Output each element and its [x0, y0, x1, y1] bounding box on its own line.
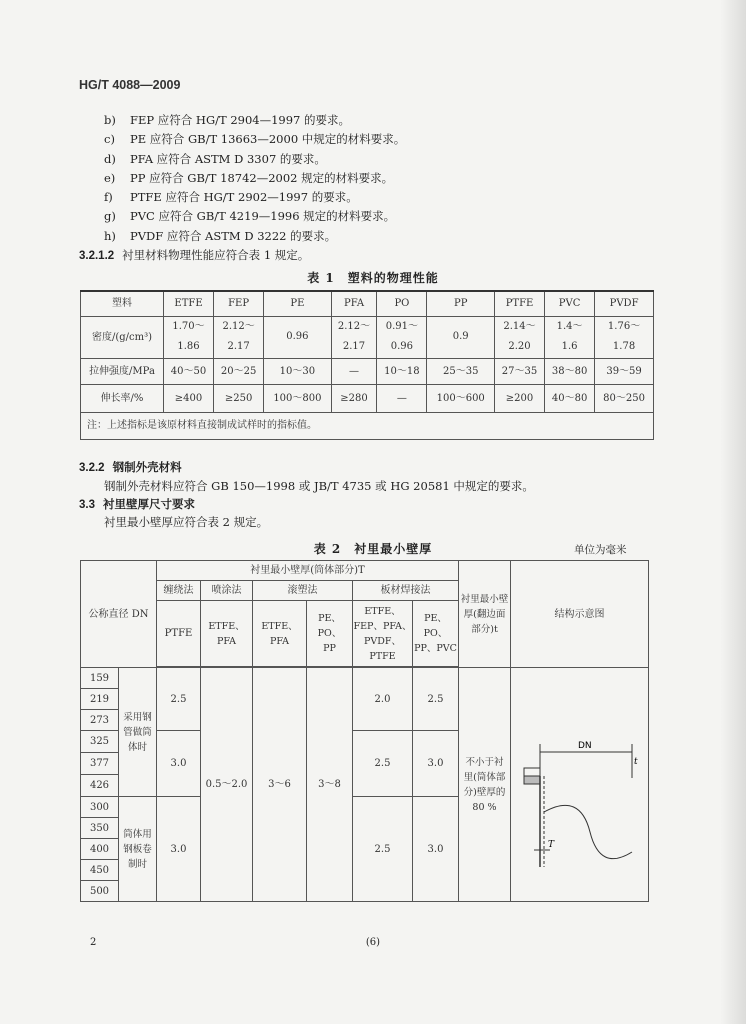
row-label: 伸长率/%: [81, 384, 164, 412]
table-cell: 3.0: [157, 797, 201, 902]
table-cell: 2.5: [353, 731, 413, 797]
list-item: [104, 150, 405, 169]
table-cell: 3.0: [157, 731, 201, 797]
list-item-label: h): [104, 228, 116, 243]
table-cell: 39～59: [595, 358, 654, 384]
table-cell: 100～600: [427, 384, 495, 412]
dn-value: 377: [81, 753, 119, 775]
header-cell: PVC: [545, 291, 595, 316]
header-cell: PTFE: [495, 291, 545, 316]
list-item: [104, 188, 405, 207]
dn-value: 219: [81, 689, 119, 710]
group-rolled-plate: 筒体用钢板卷制时: [119, 797, 157, 902]
flange-outline: [524, 768, 540, 776]
list-item: [104, 130, 405, 149]
flange-lining: [524, 776, 540, 784]
clause-number: 3.3: [79, 499, 95, 511]
list-item-text: PVC 应符合 GB/T 4219—1996 规定的材料要求。: [130, 209, 396, 224]
page-number: 2: [90, 937, 97, 948]
table-cell: 2.12～ 2.17: [214, 316, 264, 358]
dn-value: 500: [81, 881, 119, 902]
list-item-label: e): [104, 170, 116, 185]
header-cell: ETFE: [164, 291, 214, 316]
header-cell: PP: [427, 291, 495, 316]
table-cell: 1.70～ 1.86: [164, 316, 214, 358]
table-cell: ≥400: [164, 384, 214, 412]
dn-value: 426: [81, 775, 119, 797]
clause-number: 3.2.1.2: [79, 250, 115, 262]
dn-value: 325: [81, 731, 119, 753]
table2-unit: 单位为毫米: [574, 544, 627, 556]
table-cell: 0.5～2.0: [201, 668, 253, 902]
table-cell: —: [377, 384, 427, 412]
table-cell: 40～80: [545, 384, 595, 412]
list-item: [104, 227, 405, 246]
dn-value: 350: [81, 818, 119, 839]
table-row: [81, 316, 654, 358]
header-material: ETFE、 PFA: [201, 601, 253, 667]
header-cell: 塑料: [81, 291, 164, 316]
header-cell: PFA: [331, 291, 377, 316]
dn-value: 159: [81, 668, 119, 689]
list-item-label: c): [104, 132, 115, 147]
list-item-text: PVDF 应符合 ASTM D 3222 的要求。: [130, 228, 337, 243]
table-row: [81, 384, 654, 412]
list-item-label: f): [104, 190, 113, 205]
header-material: PE、PO、 PP: [307, 601, 353, 667]
dn-value: 273: [81, 710, 119, 731]
table-cell: 2.14～ 2.20: [495, 316, 545, 358]
clause-3-2-2-text: 钢制外壳材料应符合 GB 150—1998 或 JB/T 4735 或 HG 20581 中规定的要求。: [104, 479, 534, 493]
clause-text: 衬里材料物理性能应符合表 1 规定。: [122, 248, 310, 262]
header-rotomolding: 滚塑法: [253, 581, 353, 601]
T-label: T: [547, 839, 554, 850]
list-item: [104, 169, 405, 188]
list-item: [104, 111, 405, 130]
table-cell: 10～30: [264, 358, 332, 384]
table-header-row: [81, 561, 649, 581]
header-cell: PO: [377, 291, 427, 316]
list-item: [104, 207, 405, 226]
table-row: [81, 358, 654, 384]
material-requirements-list: [104, 111, 405, 246]
header-cell: FEP: [214, 291, 264, 316]
header-material: ETFE、 FEP、PFA、 PVDF、 PTFE: [353, 601, 413, 667]
table-cell: 80～250: [595, 384, 654, 412]
table-cell: 2.5: [157, 668, 201, 731]
list-item-text: PTFE 应符合 HG/T 2902—1997 的要求。: [130, 190, 358, 205]
table-cell: —: [331, 358, 377, 384]
lining-diagram: [520, 682, 640, 882]
table-cell: 20～25: [214, 358, 264, 384]
header-cell: PE: [264, 291, 332, 316]
clause-number: 3.2.2: [79, 462, 105, 474]
t-label: t: [633, 756, 638, 767]
table1-physical-properties: [80, 290, 654, 440]
flange-thickness-cell: 不小于衬里(筒体部分)壁厚的 80 %: [459, 668, 511, 902]
page-sequence: (6): [365, 937, 381, 948]
list-item-label: g): [104, 209, 116, 224]
table-cell: ≥280: [331, 384, 377, 412]
table-cell: 3～6: [253, 668, 307, 902]
table-note-row: [81, 412, 654, 439]
header-diagram: 结构示意图: [511, 561, 649, 668]
standard-code-header: HG/T 4088—2009: [79, 78, 181, 92]
table-note: 注：上述指标是该原材料直接制成试样时的指标值。: [81, 412, 654, 439]
dn-value: 450: [81, 860, 119, 881]
list-item-text: FEP 应符合 HG/T 2904—1997 的要求。: [130, 113, 351, 127]
structure-diagram: [511, 668, 649, 902]
table-cell: 1.4～ 1.6: [545, 316, 595, 358]
header-dn: 公称直径 DN: [81, 561, 157, 668]
table1-title: 表 1 塑料的物理性能: [307, 271, 439, 285]
table-cell: 25～35: [427, 358, 495, 384]
header-material: PE、PO、 PP、PVC: [413, 601, 459, 667]
table-row: [81, 668, 649, 689]
clause-3-3: [79, 496, 195, 512]
list-item-label: b): [104, 113, 116, 127]
clause-title: 钢制外壳材料: [112, 460, 182, 474]
header-winding: 缠绕法: [157, 581, 201, 601]
row-label: 密度/(g/cm³): [81, 316, 164, 358]
clause-3-2-1-2: [79, 247, 309, 263]
header-flange-thickness: 衬里最小壁厚(翻边面部分)t: [459, 561, 511, 668]
table-cell: 0.91～ 0.96: [377, 316, 427, 358]
header-material: PTFE: [157, 601, 201, 667]
table-cell: ≥200: [495, 384, 545, 412]
clause-title: 衬里壁厚尺寸要求: [103, 497, 195, 511]
table-cell: 2.5: [353, 797, 413, 902]
table-cell: 3.0: [413, 797, 459, 902]
header-min-thickness: 衬里最小壁厚(筒体部分)T: [157, 561, 459, 581]
table-cell: 2.0: [353, 668, 413, 731]
clause-3-3-text: 衬里最小壁厚应符合表 2 规定。: [104, 515, 269, 529]
header-plate-welding: 板材焊接法: [353, 581, 459, 601]
header-material: ETFE、 PFA: [253, 601, 307, 667]
dn-label: DN: [577, 740, 592, 751]
list-item-text: PE 应符合 GB/T 13663—2000 中规定的材料要求。: [130, 132, 406, 147]
table-cell: 0.96: [264, 316, 332, 358]
table-cell: ≥250: [214, 384, 264, 412]
list-item-text: PP 应符合 GB/T 18742—2002 规定的材料要求。: [130, 170, 394, 185]
table2-title: 表 2 衬里最小壁厚: [313, 542, 433, 556]
list-item-label: d): [104, 151, 116, 166]
group-steel-pipe: 采用钢管做筒体时: [119, 668, 157, 797]
clause-3-2-2: [79, 459, 182, 475]
table-cell: 100～800: [264, 384, 332, 412]
list-item-text: PFA 应符合 ASTM D 3307 的要求。: [130, 151, 326, 166]
table2-min-wall-thickness: [80, 560, 649, 902]
header-spraying: 喷涂法: [201, 581, 253, 601]
header-cell: PVDF: [595, 291, 654, 316]
table-cell: 2.12～ 2.17: [331, 316, 377, 358]
dn-value: 400: [81, 839, 119, 860]
table-cell: 27～35: [495, 358, 545, 384]
break-line: [544, 805, 632, 858]
dn-value: 300: [81, 797, 119, 818]
table-header-row: [81, 291, 654, 316]
table-cell: 3.0: [413, 731, 459, 797]
table-cell: 3～8: [307, 668, 353, 902]
table-cell: 1.76～ 1.78: [595, 316, 654, 358]
table-cell: 0.9: [427, 316, 495, 358]
row-label: 拉伸强度/MPa: [81, 358, 164, 384]
table-cell: 2.5: [413, 668, 459, 731]
table-cell: 40～50: [164, 358, 214, 384]
table-cell: 10～18: [377, 358, 427, 384]
table-cell: 38～80: [545, 358, 595, 384]
